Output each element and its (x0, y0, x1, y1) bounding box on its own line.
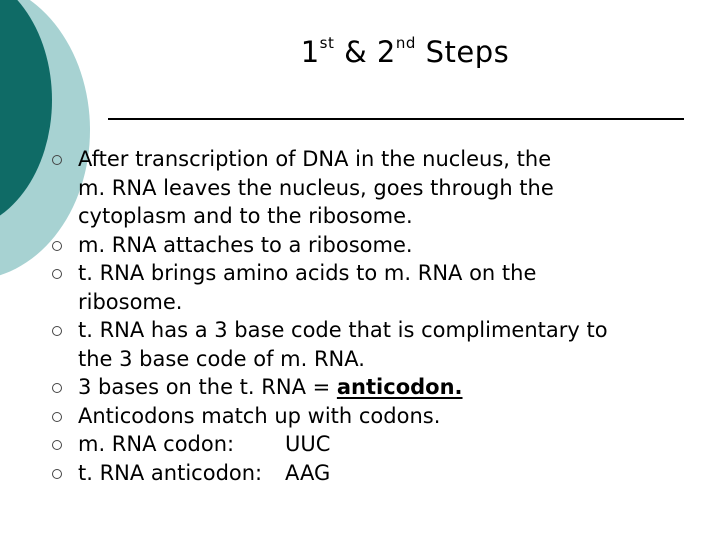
slide-title: 1st & 2nd Steps (300, 34, 510, 69)
bullet-text-line: After transcription of DNA in the nucleus, the (78, 147, 552, 171)
bullet-list (52, 145, 692, 487)
bullet-item (52, 459, 692, 488)
codon-label: m. RNA codon: (78, 432, 235, 456)
bullet-item (52, 316, 692, 373)
hollow-circle-bullet-icon (52, 412, 62, 422)
hollow-circle-bullet-icon (52, 440, 62, 450)
bullet-text-line: t. RNA brings amino acids to m. RNA on the (78, 261, 537, 285)
hollow-circle-bullet-icon (52, 383, 62, 393)
hollow-circle-bullet-icon (52, 241, 62, 251)
hollow-circle-bullet-icon (52, 269, 62, 279)
bullet-item (52, 145, 692, 231)
codon-value: UUC (285, 432, 331, 456)
anticodon-value: AAG (285, 460, 331, 485)
anticodon-term: anticodon. (336, 375, 463, 399)
hollow-circle-bullet-icon (52, 326, 62, 336)
anticodon-label: t. RNA anticodon: (78, 460, 263, 485)
bullet-item (52, 231, 692, 260)
bullet-item (52, 430, 692, 459)
bullet-item (52, 373, 692, 402)
bullet-text-line: Anticodons match up with codons. (78, 403, 441, 428)
bullet-text-line: the 3 base code of m. RNA. (78, 346, 365, 371)
bullet-text-line: t. RNA has a 3 base code that is complimentary to (78, 318, 608, 342)
hollow-circle-bullet-icon (52, 155, 62, 165)
bullet-text-line: 3 bases on the t. RNA = (78, 375, 337, 399)
bullet-text-line: ribosome. (78, 289, 183, 314)
bullet-text-line: m. RNA leaves the nucleus, goes through the (78, 175, 554, 200)
bullet-item (52, 259, 692, 316)
bullet-text-line: cytoplasm and to the ribosome. (78, 204, 413, 228)
title-underline-rule (108, 118, 684, 120)
bullet-item (52, 402, 692, 431)
bullet-text-line: m. RNA attaches to a ribosome. (78, 232, 413, 257)
hollow-circle-bullet-icon (52, 469, 62, 479)
